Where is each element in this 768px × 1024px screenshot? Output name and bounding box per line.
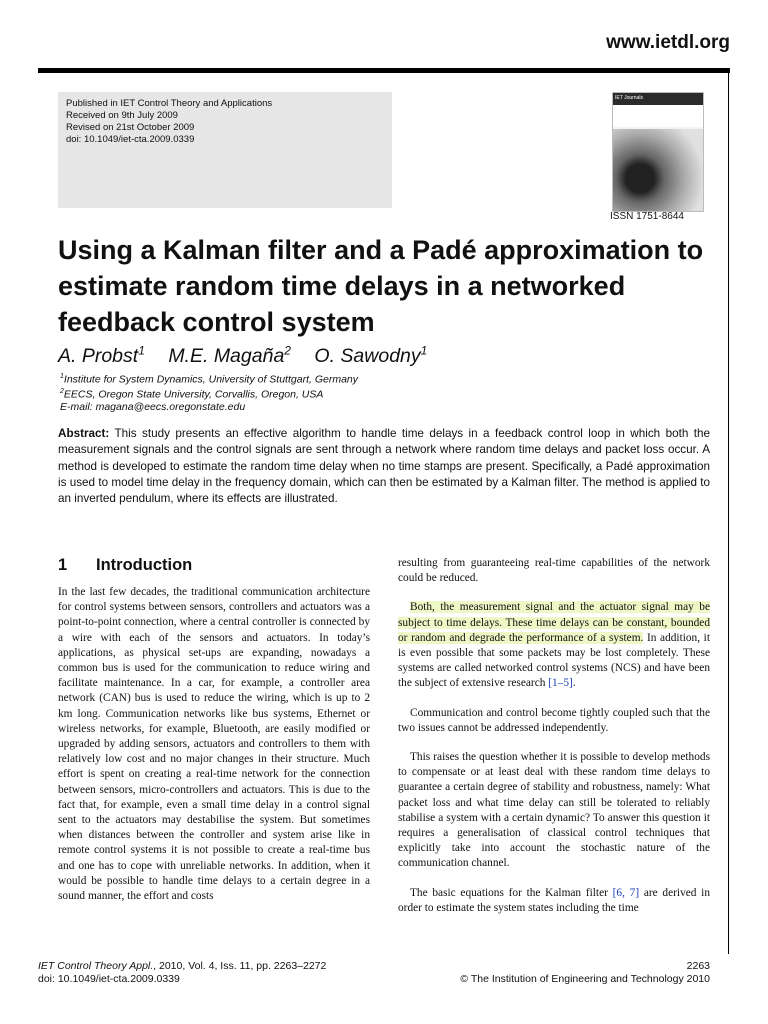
- issn: ISSN 1751-8644: [610, 211, 684, 222]
- footer-doi: doi: 10.1049/iet-cta.2009.0339: [38, 973, 180, 985]
- citation-link[interactable]: [6, 7]: [612, 886, 640, 899]
- section-title: Introduction: [96, 556, 193, 574]
- pub-revised: Revised on 21st October 2009: [66, 122, 195, 133]
- abstract: [58, 426, 710, 507]
- journal-url[interactable]: www.ietdl.org: [606, 32, 730, 53]
- author: O. Sawodny$^1$: [314, 343, 428, 367]
- paragraph: resulting from guaranteeing real-time capabilities of the network could be reduced.: [398, 557, 710, 585]
- author-list: [58, 343, 445, 368]
- section-number: 1: [58, 556, 68, 574]
- author: A. Probst$^1$: [58, 343, 145, 367]
- column-left: [58, 585, 370, 918]
- pub-journal: Published in IET Control Theory and Applications: [66, 98, 273, 109]
- paragraph: In the last few decades, the traditional communication architecture for control systems between sensors, controllers and actuators was a point-to-point connection, where a central controller is connected by a wire with each of the sensors and actuators. In today’s applications, as physical set-ups are expanding, nowadays a common bus is used for the communication to reduce wiring and facilitate maintenance. In a car, for example, a controller area network (CAN) bus is used to reduce the wiring, which is up to 2 km long. Communication networks like bus systems, Ethernet or wireless networks, for example, Bluetooth, are easily modified or upgraded by adding sensors, actuators and controllers to them with relatively low cost and no major changes in their structure. Much effort is spent on creating a real-time network for the connection between sensors, micro-controllers and actuators. This is due to the fact that, for example, even a small time delay in a control signal sent to the actuators may destabilise the system. But sometimes when distances between the controller and system arise like in remote control systems it is not possible to create a real-time bus and one has to cope with unreliable networks. In addition, when it would be possible to handle time delays to a certain degree in a sound manner, the effort and costs: [58, 586, 370, 903]
- copyright: © The Institution of Engineering and Technology 2010: [460, 973, 710, 985]
- citation-link[interactable]: [1–5]: [548, 677, 573, 690]
- abstract-text: This study presents an effective algorithm to handle time delays in a feedback control loop in which both the measurement signals and the control signals are sent through a network where random time delays and packet loss occur. A method is developed to estimate the random time delay when no time stamps are present. Specifically, a Padé approximation is used to model time delay in the frequency domain, which can then be estimated by a Kalman filter. The method is applied to an inverted pendulum, where its effects are illustrated.: [58, 427, 710, 506]
- footer-citation: IET Control Theory Appl., 2010, Vol. 4, Iss. 11, pp. 2263–2272 doi: 10.1049/iet-cta.2009.0339: [38, 960, 327, 985]
- pub-received: Received on 9th July 2009: [66, 110, 178, 121]
- right-margin-rule: [728, 70, 729, 954]
- footer-journal: IET Control Theory Appl.: [38, 960, 154, 972]
- affiliation-1: $^1$Institute for System Dynamics, University of Stuttgart, Germany: [60, 373, 358, 386]
- page-number: 2263: [686, 960, 710, 972]
- paper-title: Using a Kalman filter and a Padé approximation to estimate random time delays in a networked feedback control system: [58, 235, 704, 337]
- paragraph: Both, the measurement signal and the actuator signal may be subject to time delays. These time delays can be constant, bounded or random and degrade the performance of a system. In addition, it is even possible that some packets may be lost completely. These systems are called networked control systems (NCS) and have been the subject of extensive research [1–5].: [398, 601, 710, 690]
- publication-info-box: [58, 92, 392, 208]
- paragraph: Communication and control become tightly coupled such that the two issues cannot be addressed independently.: [398, 706, 710, 734]
- cover-band: [613, 105, 703, 127]
- column-right: [398, 556, 710, 930]
- abstract-label: Abstract:: [58, 427, 110, 440]
- author: M.E. Magaña$^2$: [168, 343, 291, 367]
- section-heading: [58, 556, 192, 575]
- journal-cover-thumbnail: [612, 92, 704, 212]
- cover-image: [613, 129, 703, 211]
- highlighted-text: Both, the measurement signal and the actuator signal may be subject to time delays. These time delays can be constant, bounded or random and degrade the performance of a system.: [398, 601, 710, 644]
- affiliations: [60, 371, 358, 414]
- footer-right: [460, 960, 710, 986]
- header-rule: [38, 68, 730, 73]
- pub-doi: doi: 10.1049/iet-cta.2009.0339: [66, 134, 195, 145]
- cover-brand: IET Journals: [613, 93, 703, 105]
- paragraph: This raises the question whether it is possible to develop methods to compensate or at least deal with these random time delays to guarantee a certain degree of stability and robustness, namely: What packet loss and what time delay can still be tolerated to reliably stabilise a system with a certain dynamic? To answer this question it requires a generalisation of classical control techniques that explicitly take into account the stochastic nature of the communication channel.: [398, 751, 710, 870]
- paragraph: The basic equations for the Kalman filter [6, 7] are derived in order to estimate the system states including the time: [398, 886, 711, 914]
- affiliation-2: $^2$EECS, Oregon State University, Corvallis, Oregon, USA: [60, 388, 324, 401]
- contact-email[interactable]: E-mail: magana@eecs.oregonstate.edu: [60, 401, 246, 413]
